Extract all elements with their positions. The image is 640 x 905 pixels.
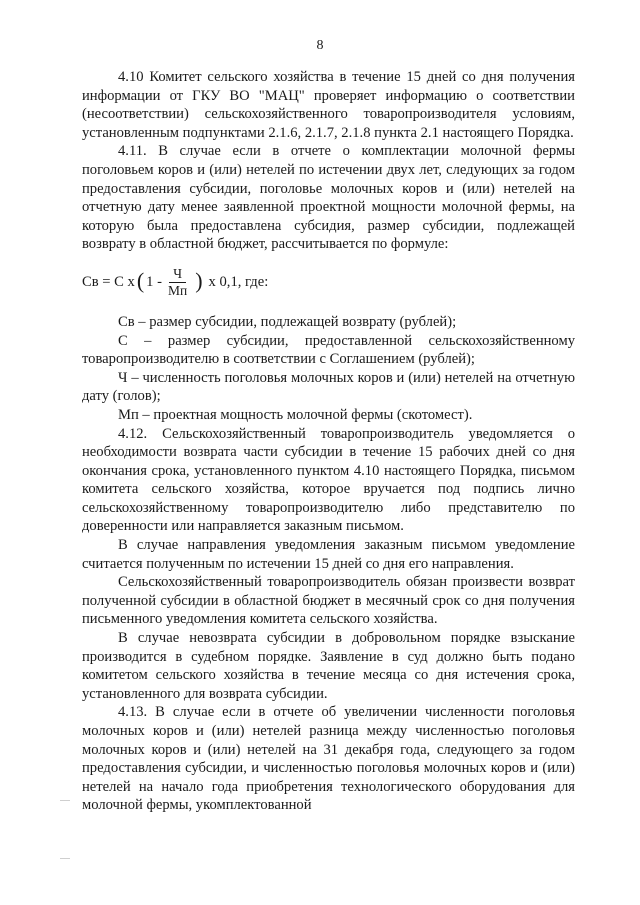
paragraph-4-12: 4.12. Сельскохозяйственный товаропроизводитель уведомляется о необходимости возврата части субсидии в течение 15 рабочих дней со дня окончания срока, установленного пунктом 4.10 настоящего Порядка, письмом комитета сельского хозяйства, которое вручается под подпись лично сельскохозяйственному товаропроизводителю либо представителю по доверенности или направляется заказным письмом. [82,425,575,535]
formula-lhs: Св = С х [82,274,135,291]
paragraph-4-10: 4.10 Комитет сельского хозяйства в течение 15 дней со дня получения информации от ГКУ ВО "МАЦ" проверяет информацию о соответствии (несоответствии) сельскохозяйственного товаропроизводителя условиям, установленным подпунктами 2.1.6, 2.1.7, 2.1.8 пункта 2.1 настоящего Порядка. [82,69,575,141]
page-number: 8 [316,38,324,53]
definition-ch: Ч – численность поголовья молочных коров и (или) нетелей на отчетную дату (голов); [82,369,575,405]
formula-tail: х 0,1, где: [208,274,269,291]
definition-sv: Св – размер субсидии, подлежащей возврату (рублей); [118,313,457,330]
paragraph-court: В случае невозврата субсидии в добровольном порядке взыскание производится в судебном порядке. Заявление в суд должно быть подано комитетом сельского хозяйства в течение месяца со дня истечения срока, установленного для возврата субсидии. [82,630,575,702]
paragraph-4-11: 4.11. В случае если в отчете о комплектации молочной фермы поголовьем коров и (или) нетелей по истечении двух лет, следующих за годом предоставления субсидии, поголовье молочных коров и (или) нетелей на отчетную дату менее заявленной проектной мощности молочной фермы, на которую была предоставлена субсидия, размер субсидии, подлежащей возврату в областной бюджет, рассчитывается по формуле: [82,143,575,253]
margin-mark [60,800,70,801]
document-body [82,68,575,815]
formula-close-paren: ) [195,268,203,294]
formula-numerator: Ч [169,266,186,283]
paragraph-4-13: 4.13. В случае если в отчете об увеличении численности поголовья молочных коров и (или) нетелей разница между численностью поголовья молочных коров и (или) нетелей на 31 декабря года, следующего за годом предоставления субсидии, и численностью поголовья молочных коров и (или) нетелей на начало года приобретения технологического оборудования для молочной фермы, укомплектованной [82,704,575,814]
paragraph-obliged: Сельскохозяйственный товаропроизводитель обязан произвести возврат полученной субсидии в областной бюджет в месячный срок со дня получения письменного уведомления комитета сельского хозяйства. [82,574,575,628]
definition-c: С – размер субсидии, предоставленной сельскохозяйственному товаропроизводителю в соответствии с Соглашением (рублей); [82,332,575,368]
formula [82,266,575,299]
formula-denominator: Мп [167,282,188,298]
formula-fraction [164,266,191,299]
definition-mp: Мп – проектная мощность молочной фермы (скотомест). [118,406,473,423]
formula-open-paren: ( [136,268,145,294]
paragraph-notice: В случае направления уведомления заказным письмом уведомление считается полученным по истечении 15 дней со дня его направления. [82,537,575,572]
formula-one-minus: 1 - [146,274,162,291]
margin-mark [60,858,70,859]
